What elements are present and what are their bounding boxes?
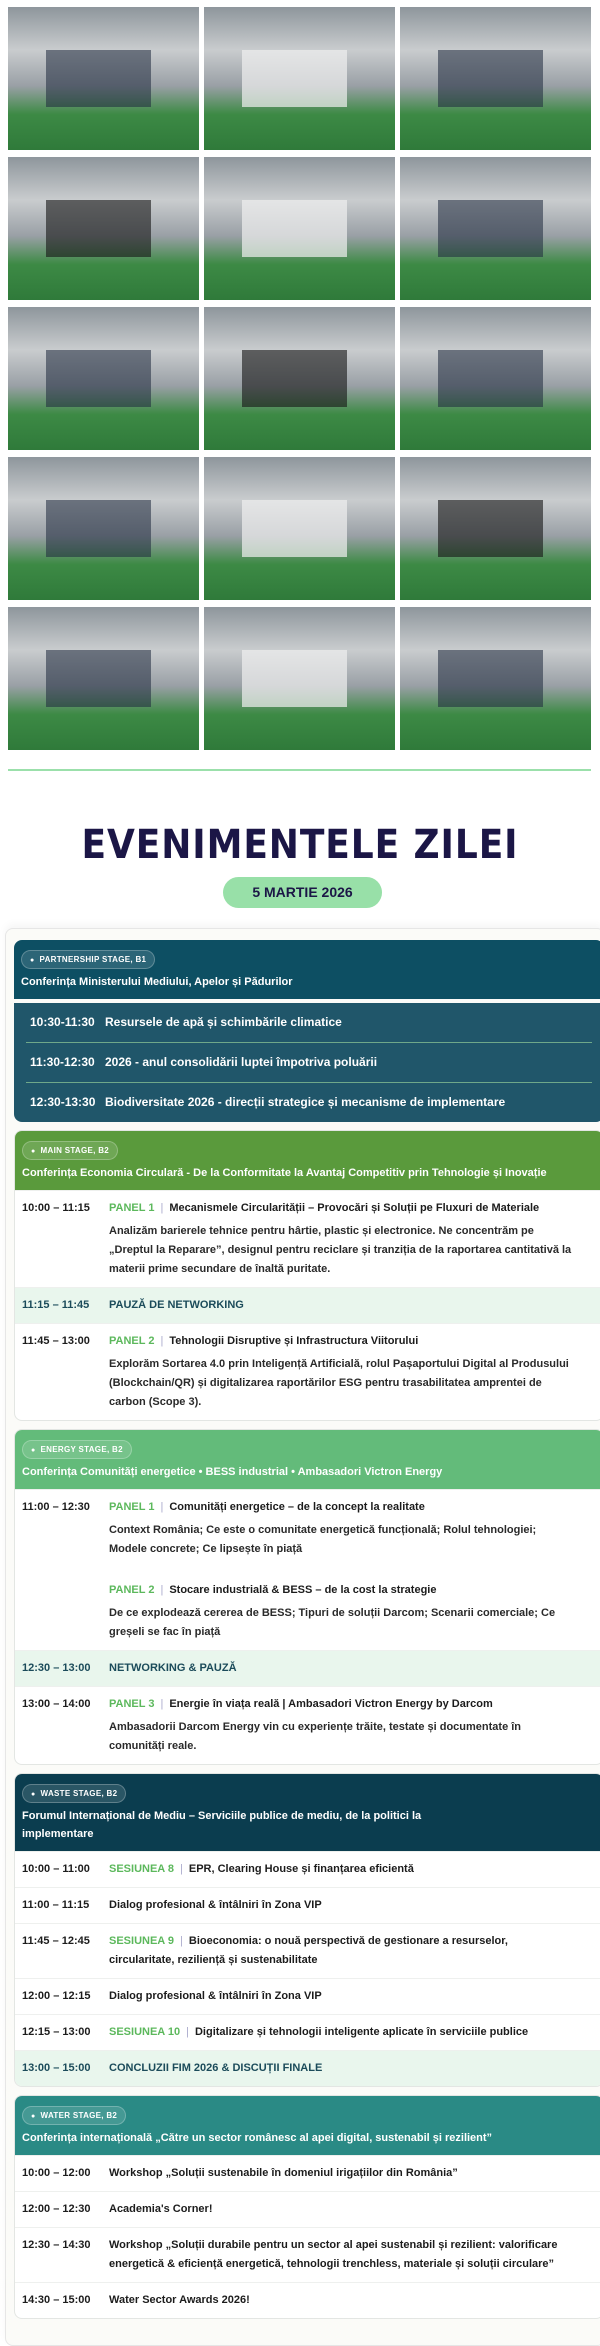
session-title: Mecanismele Circularității – Provocări și Soluții pe Fluxuri de Materiale: [169, 1202, 540, 1214]
session-content: [109, 2059, 596, 2078]
date-badge: 5 MARTIE 2026: [223, 877, 382, 908]
session-time: 10:30-11:30: [30, 1015, 95, 1029]
event-photo[interactable]: [8, 307, 199, 450]
stage-card: [14, 1130, 600, 1421]
event-photo[interactable]: [400, 607, 591, 750]
session-list: [14, 1003, 600, 1122]
session-time: 11:00 – 11:15: [22, 1899, 90, 1911]
session-content: [109, 1932, 596, 1970]
session-label: PANEL 2: [109, 1335, 155, 1347]
event-photo[interactable]: [400, 7, 591, 150]
stage-badge: ● MAIN STAGE, B2: [22, 1141, 118, 1160]
session-row: [15, 1851, 600, 1887]
stage-badge: ● WASTE STAGE, B2: [22, 1784, 126, 1803]
schedule-container: [5, 928, 600, 2346]
session-label: PANEL 3: [109, 1698, 155, 1710]
event-photo[interactable]: [8, 157, 199, 300]
session-description: Context România; Ce este o comunitate energetică funcțională; Rolul tehnologiei; Modele concrete; Ce lipsește în piață: [109, 1524, 537, 1555]
session-heading: [109, 1332, 576, 1351]
session-content: [109, 1498, 596, 1642]
session-content: [109, 1659, 596, 1678]
session-title: Dialog profesional & întâlniri în Zona VIP: [109, 1899, 322, 1911]
session-heading: [105, 1013, 568, 1032]
stage-title: Conferința Economia Circulară - De la Conformitate la Avantaj Competitiv prin Tehnologie și Inovație: [22, 1167, 547, 1179]
session-heading: [109, 2023, 576, 2042]
separator: |: [180, 1935, 183, 1947]
session-title: Water Sector Awards 2026!: [109, 2294, 250, 2306]
stage-header: [14, 940, 600, 999]
stage-card: [14, 2095, 600, 2319]
session-row: [26, 1082, 592, 1122]
stage-badge: ● PARTNERSHIP STAGE, B1: [21, 950, 155, 969]
photo-gallery: [8, 7, 591, 750]
session-time: 10:00 – 11:00: [22, 1863, 90, 1875]
session-content: [109, 2200, 596, 2219]
stage-card: [14, 940, 600, 1122]
stage-title: Conferința internațională „Către un sector românesc al apei digital, sustenabil și rezilient”: [22, 2132, 493, 2144]
session-content: [109, 1199, 596, 1279]
session-label: PANEL 1: [109, 1202, 155, 1214]
separator: |: [180, 1863, 183, 1875]
session-label: SESIUNEA 10: [109, 2026, 181, 2038]
session-time: 11:45 – 13:00: [22, 1335, 90, 1347]
session-title: Bioeconomia: o nouă perspectivă de gestionare a resurselor, circularitate, reziliență și sustenabilitate: [109, 1935, 508, 1966]
event-photo[interactable]: [400, 457, 591, 600]
session-heading: [109, 2236, 576, 2274]
session-content: [109, 1860, 596, 1879]
divider: [8, 769, 591, 771]
page-title: EVENIMENTELE ZILEI: [81, 822, 519, 868]
session-heading: [105, 1093, 568, 1112]
session-content: [109, 2023, 596, 2042]
session-row: [15, 1190, 600, 1287]
session-heading: [109, 1896, 576, 1915]
session-title: Biodiversitate 2026 - direcții strategice și mecanisme de implementare: [105, 1095, 506, 1109]
session-heading: [109, 1581, 576, 1600]
session-title: Workshop „Soluții durabile pentru un sector al apei sustenabil și rezilient: valorificare energetică & eficiență energetică, tehnologii trenchless, materiale și soluții circulare”: [109, 2239, 558, 2270]
event-photo[interactable]: [204, 457, 395, 600]
event-photo[interactable]: [204, 607, 395, 750]
session-time: 10:00 – 11:15: [22, 1202, 90, 1214]
session-content: [105, 1013, 588, 1032]
session-row: [15, 2014, 600, 2050]
session-content: [105, 1093, 588, 1112]
session-heading: [109, 2059, 576, 2078]
session-time: 12:30-13:30: [30, 1095, 96, 1109]
event-photo[interactable]: [400, 307, 591, 450]
separator: |: [160, 1202, 164, 1214]
session-heading: [109, 1498, 576, 1517]
stage-title: Forumul Internațional de Mediu – Serviciile publice de mediu, de la politici la implementare: [22, 1810, 422, 1840]
session-heading: [109, 1199, 576, 1218]
session-heading: [109, 1659, 576, 1678]
stage-title: Conferința Comunități energetice • BESS industrial • Ambasadori Victron Energy: [22, 1466, 443, 1478]
session-label: PANEL 2: [109, 1584, 155, 1596]
session-heading: [109, 2291, 576, 2310]
session-row: [15, 2282, 600, 2318]
session-content: [109, 1896, 596, 1915]
session-title: EPR, Clearing House și finanțarea eficientă: [188, 1863, 414, 1875]
session-title: PAUZĂ DE NETWORKING: [109, 1299, 244, 1311]
session-time: 11:30-12:30: [30, 1055, 95, 1069]
session-content: [105, 1053, 588, 1072]
session-row: [15, 1923, 600, 1978]
session-content: [109, 1987, 596, 2006]
stage-card: [14, 1429, 600, 1765]
session-row: [15, 1323, 600, 1420]
session-time: 10:00 – 12:00: [22, 2167, 91, 2179]
session-title: Academia's Corner!: [109, 2203, 213, 2215]
session-title: Workshop „Soluții sustenabile în domeniul irigațiilor din România”: [109, 2167, 458, 2179]
session-description: Analizăm barierele tehnice pentru hârtie, plastic și electronice. Ne concentrăm pe „Dreptul la Reparare”, designul pentru reciclare și tranziția de la raportarea cantitativă la materii prime secundare de înaltă puritate.: [109, 1225, 572, 1275]
session-content: [109, 1695, 596, 1756]
session-description: De ce explodează cererea de BESS; Tipuri de soluții Darcom; Scenarii comerciale; Ce greșeli se fac în piață: [109, 1607, 556, 1638]
session-row: [15, 1887, 600, 1923]
separator: |: [160, 1501, 164, 1513]
session-time: 11:45 – 12:45: [22, 1935, 90, 1947]
session-title: Comunități energetice – de la concept la realitate: [169, 1501, 425, 1513]
session-title: Stocare industrială & BESS – de la cost la strategie: [169, 1584, 437, 1596]
session-time: 12:00 – 12:15: [22, 1990, 91, 2002]
event-photo[interactable]: [8, 7, 199, 150]
session-description: Ambasadorii Darcom Energy vin cu experiențe trăite, testate și documentate în comunități reale.: [109, 1721, 522, 1752]
session-row: [15, 1489, 600, 1650]
session-content: [109, 2291, 596, 2310]
session-row: [15, 2227, 600, 2282]
separator: |: [160, 1335, 164, 1347]
session-description: Explorăm Sortarea 4.0 prin Inteligență Artificială, rolul Pașaportului Digital al Produsului (Blockchain/QR) și digitalizarea raportărilor ESG pentru trasabilitatea amprentei de carbon (Scope 3).: [109, 1358, 569, 1408]
session-heading: [109, 1860, 576, 1879]
session-content: [109, 1296, 596, 1315]
session-heading: [109, 1296, 576, 1315]
session-heading: [109, 1695, 576, 1714]
session-time: 12:00 – 12:30: [22, 2203, 91, 2215]
session-time: 12:30 – 14:30: [22, 2239, 91, 2251]
break-row: [15, 2050, 600, 2086]
session-row: [15, 1686, 600, 1764]
session-row: [26, 1042, 592, 1082]
separator: |: [160, 1584, 164, 1596]
session-row: [26, 1003, 592, 1042]
event-photo[interactable]: [204, 307, 395, 450]
separator: |: [186, 2026, 189, 2038]
session-time: 12:15 – 13:00: [22, 2026, 91, 2038]
session-content: [109, 1332, 596, 1412]
session-time: 11:15 – 11:45: [22, 1299, 90, 1311]
event-photo[interactable]: [400, 157, 591, 300]
stage-title: Conferința Ministerului Mediului, Apelor și Pădurilor: [21, 976, 293, 988]
session-heading: [109, 2164, 576, 2183]
session-content: [109, 2164, 596, 2183]
stage-header: [15, 2096, 600, 2155]
session-time: 13:00 – 15:00: [22, 2062, 91, 2074]
session-time: 11:00 – 12:30: [22, 1501, 90, 1513]
session-heading: [109, 1932, 576, 1970]
session-time: 12:30 – 13:00: [22, 1662, 91, 1674]
event-photo[interactable]: [8, 457, 199, 600]
stage-badge: ● WATER STAGE, B2: [22, 2106, 126, 2125]
stage-header: [15, 1430, 600, 1489]
event-photo[interactable]: [204, 7, 395, 150]
session-title: Energie în viața reală | Ambasadori Victron Energy by Darcom: [169, 1698, 493, 1710]
session-title: 2026 - anul consolidării luptei împotriva poluării: [105, 1055, 378, 1069]
session-label: PANEL 1: [109, 1501, 155, 1513]
session-time: 14:30 – 15:00: [22, 2294, 91, 2306]
break-row: [15, 1650, 600, 1686]
stage-header: [15, 1774, 600, 1851]
session-row: [15, 2191, 600, 2227]
separator: |: [160, 1698, 164, 1710]
session-row: [15, 2155, 600, 2191]
stage-header: [15, 1131, 600, 1190]
session-content: [109, 2236, 596, 2274]
session-title: Dialog profesional & întâlniri în Zona VIP: [109, 1990, 322, 2002]
session-heading: [109, 1987, 576, 2006]
session-row: [15, 1978, 600, 2014]
event-photo[interactable]: [8, 607, 199, 750]
session-title: Digitalizare și tehnologii inteligente aplicate în serviciile publice: [194, 2026, 529, 2038]
session-time: 13:00 – 14:00: [22, 1698, 91, 1710]
break-row: [15, 1287, 600, 1323]
session-title: NETWORKING & PAUZĂ: [109, 1662, 237, 1674]
session-heading: [109, 2200, 576, 2219]
session-label: SESIUNEA 9: [109, 1935, 175, 1947]
event-photo[interactable]: [204, 157, 395, 300]
stage-badge: ● ENERGY STAGE, B2: [22, 1440, 132, 1459]
session-title: Resursele de apă și schimbările climatice: [105, 1015, 342, 1029]
session-title: CONCLUZII FIM 2026 & DISCUȚII FINALE: [109, 2062, 323, 2074]
session-heading: [105, 1053, 568, 1072]
session-title: Tehnologii Disruptive și Infrastructura Viitorului: [169, 1335, 419, 1347]
session-label: SESIUNEA 8: [109, 1863, 175, 1875]
stage-card: [14, 1773, 600, 2087]
